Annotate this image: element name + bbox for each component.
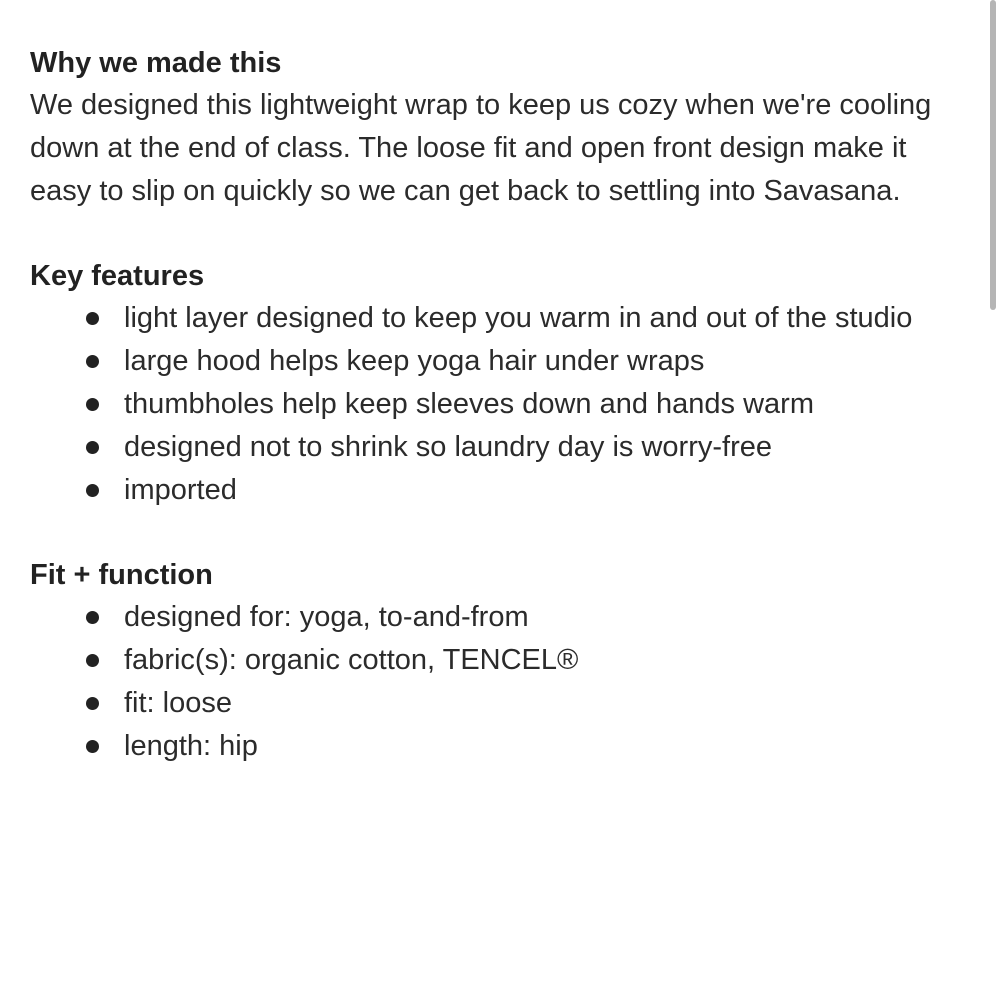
list-item-text: thumbholes help keep sleeves down and hands warm xyxy=(124,388,814,420)
list-item xyxy=(124,297,975,340)
bullet-icon xyxy=(86,312,99,325)
list-item-text: fit: loose xyxy=(124,687,232,719)
bullet-icon xyxy=(86,697,99,710)
list-item xyxy=(124,639,975,682)
bullet-icon xyxy=(86,654,99,667)
bullet-icon xyxy=(86,398,99,411)
list-item-text: fabric(s): organic cotton, TENCEL® xyxy=(124,644,579,676)
list-item-text: large hood helps keep yoga hair under wraps xyxy=(124,345,705,377)
bullet-icon xyxy=(86,355,99,368)
section-spacer xyxy=(30,512,975,554)
bullet-icon xyxy=(86,441,99,454)
why-body: We designed this lightweight wrap to keep us cozy when we're cooling down at the end of class. The loose fit and open front design make it easy to slip on quickly so we can get back to settling into Savasana. xyxy=(30,89,932,207)
section-spacer xyxy=(30,213,975,255)
why-heading: Why we made this xyxy=(30,47,282,79)
list-item-text: light layer designed to keep you warm in and out of the studio xyxy=(124,302,913,334)
vertical-scrollbar[interactable] xyxy=(990,0,996,310)
key-features-list xyxy=(30,297,975,512)
bullet-icon xyxy=(86,611,99,624)
list-item xyxy=(124,596,975,639)
list-item-text: designed for: yoga, to-and-from xyxy=(124,601,529,633)
list-item-text: imported xyxy=(124,474,237,506)
key-features-heading: Key features xyxy=(30,260,205,292)
list-item-text: designed not to shrink so laundry day is worry-free xyxy=(124,431,772,463)
list-item xyxy=(124,426,975,469)
fit-function-list xyxy=(30,596,975,768)
list-item-text: length: hip xyxy=(124,730,258,762)
product-description xyxy=(30,42,975,768)
list-item xyxy=(124,340,975,383)
list-item xyxy=(124,725,975,768)
list-item xyxy=(124,682,975,725)
list-item xyxy=(124,383,975,426)
bullet-icon xyxy=(86,740,99,753)
fit-function-heading: Fit + function xyxy=(30,559,213,591)
list-item xyxy=(124,469,975,512)
bullet-icon xyxy=(86,484,99,497)
